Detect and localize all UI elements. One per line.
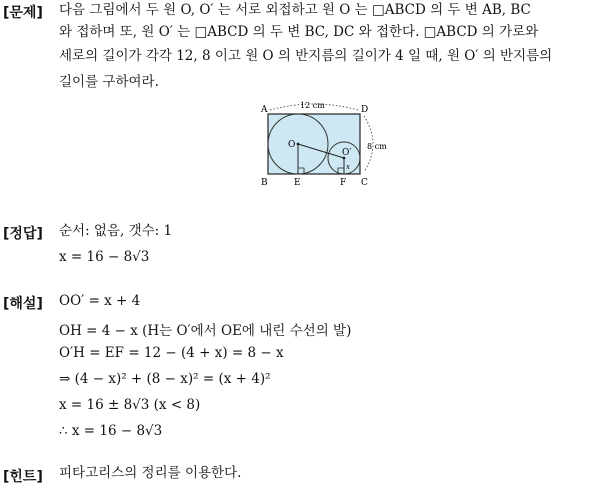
label-o-prime: O′ [342,148,352,158]
solution-line-4: ⇒ (4 − x)² + (8 − x)² = (x + 4)² [59,371,271,387]
geometry-figure [258,100,393,188]
label-a: A [261,105,268,115]
answer-tag: [정답] [3,226,43,242]
solution-line-6: ∴ x = 16 − 8√3 [59,423,163,439]
label-side-dim: 8 cm [367,142,387,151]
solution-line-5: x = 16 ± 8√3 (x < 8) [59,397,201,413]
problem-line-1: 다음 그림에서 두 원 O, O′ 는 서로 외접하고 원 O 는 □ABCD 의 두 변 AB, BC [59,2,531,18]
label-x: x [346,163,350,171]
problem-line-4: 길이를 구하여라. [59,74,159,90]
hint-text: 피타고리스의 정리를 이용한다. [59,465,242,481]
solution-line-2: OH = 4 − x (H는 O′에서 OE에 내린 수선의 발) [59,323,352,339]
label-b: B [261,178,268,188]
answer-value: x = 16 − 8√3 [59,249,150,265]
answer-meta: 순서: 없음, 갯수: 1 [59,223,173,239]
label-o: O [288,140,296,150]
label-c: C [361,178,368,188]
problem-line-3: 세로의 길이가 각각 12, 8 이고 원 O 의 반지름의 길이가 4 일 때, 원 O′ 의 반지름의 [59,48,553,64]
solution-tag: [해설] [3,296,43,312]
label-f: F [340,178,347,188]
solution-line-1: OO′ = x + 4 [59,293,141,309]
problem-line-2: 와 접하며 또, 원 O′ 는 □ABCD 의 두 변 BC, DC 와 접한다. □ABCD 의 가로와 [59,24,539,40]
solution-line-3: O′H = EF = 12 − (4 + x) = 8 − x [59,345,284,361]
label-top-dim: 12 cm [300,101,325,110]
problem-tag: [문제] [3,5,43,21]
hint-tag: [힌트] [3,469,43,485]
label-d: D [361,105,369,115]
label-e: E [294,178,301,188]
